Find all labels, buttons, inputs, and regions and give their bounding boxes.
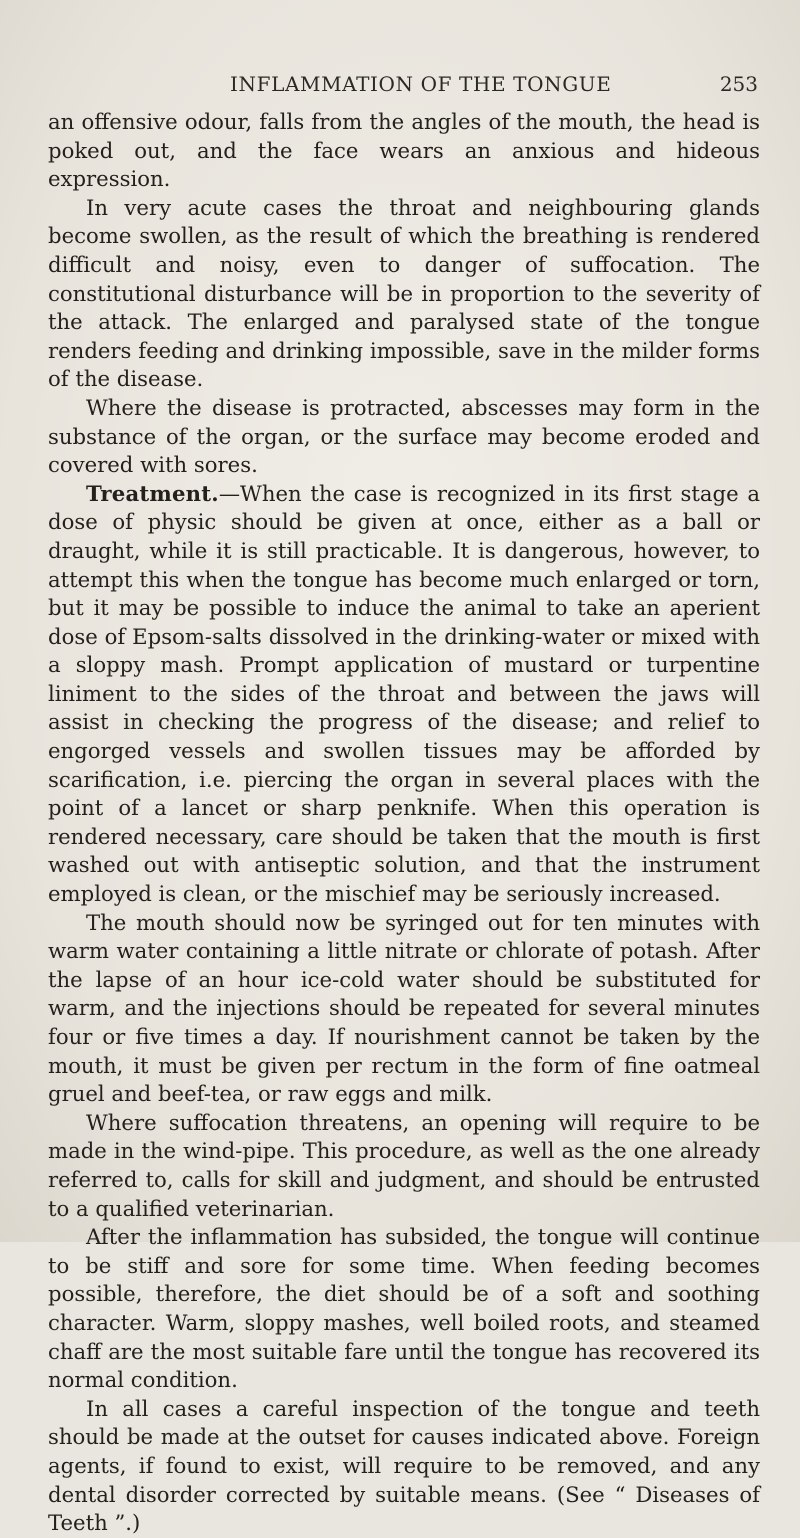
paragraph-acute-cases (48, 194, 760, 394)
paragraph-text: The mouth should now be syringed out for ten minutes with warm water containing a little nitrate or chlorate of potash. After the lapse of an hour ice-cold water should be substituted for warm, and the injections should be repeated for several minutes four or five times a day. If nourishment cannot be taken by the mouth, it must be given per rectum in the form of fine oatmeal gruel and beef-tea, or raw eggs and milk. (48, 909, 760, 1107)
paragraph-after-inflammation (48, 1223, 760, 1395)
page-number: 253 (719, 72, 758, 96)
paragraph-text: Where the disease is protracted, abscesses may form in the substance of the organ, or the surface may become eroded and covered with sores. (48, 394, 760, 478)
body-text (48, 108, 760, 1538)
section-heading-treatment: Treatment. (86, 480, 219, 506)
paragraph-text: Where suffocation threatens, an opening will require to be made in the wind-pipe. This procedure, as well as the one already referred to, calls for skill and judgment, and should be entrusted to a qualified veterinarian. (48, 1109, 760, 1221)
paragraph-text: In all cases a careful inspection of the tongue and teeth should be made at the outset for causes indicated above. Foreign agents, if found to exist, will require to be removed, and any dental disorder corrected by suitable means. (See “ Diseases of Teeth ”.) (48, 1395, 760, 1536)
paragraph-suffocation (48, 1109, 760, 1223)
paragraph-text: In very acute cases the throat and neighbouring glands become swollen, as the result of which the breathing is rendered difficult and noisy, even to danger of suffocation. The constitutional disturbance will be in proportion to the severity of the attack. The enlarged and paralysed state of the tongue renders feeding and drinking impossible, save in the milder forms of the disease. (48, 194, 760, 392)
paragraph-continuation (48, 108, 760, 194)
running-head (48, 72, 760, 102)
paragraph-text: an offensive odour, falls from the angles of the mouth, the head is poked out, and the face wears an anxious and hideous expression. (48, 109, 760, 192)
paragraph-treatment (48, 480, 760, 909)
paragraph-inspection (48, 1395, 760, 1538)
paragraph-syringing (48, 909, 760, 1109)
running-title: INFLAMMATION OF THE TONGUE (230, 72, 612, 96)
paragraph-text: —When the case is recognized in its first stage a dose of physic should be given at once, either as a ball or draught, while it is still practicable. It is dangerous, however, to attempt this when the tongue has become much enlarged or torn, but it may be possible to induce the animal to take an aperient dose of Epsom-salts dissolved in the drinking-water or mixed with a sloppy mash. Prompt application of mustard or turpentine liniment to the sides of the throat and between the jaws will assist in checking the progress of the disease; and relief to engorged vessels and swollen tissues may be afforded by scarification, i.e. piercing the organ in several places with the point of a lancet or sharp penknife. When this operation is rendered necessary, care should be taken that the mouth is first washed out with antiseptic solution, and that the instrument employed is clean, or the mischief may be seriously increased. (48, 480, 760, 907)
paragraph-protracted (48, 394, 760, 480)
paragraph-text: After the inflammation has subsided, the tongue will continue to be stiff and sore for some time. When feeding becomes possible, therefore, the diet should be of a soft and soothing character. Warm, sloppy mashes, well boiled roots, and steamed chaff are the most suitable fare until the tongue has recovered its normal condition. (48, 1224, 760, 1393)
